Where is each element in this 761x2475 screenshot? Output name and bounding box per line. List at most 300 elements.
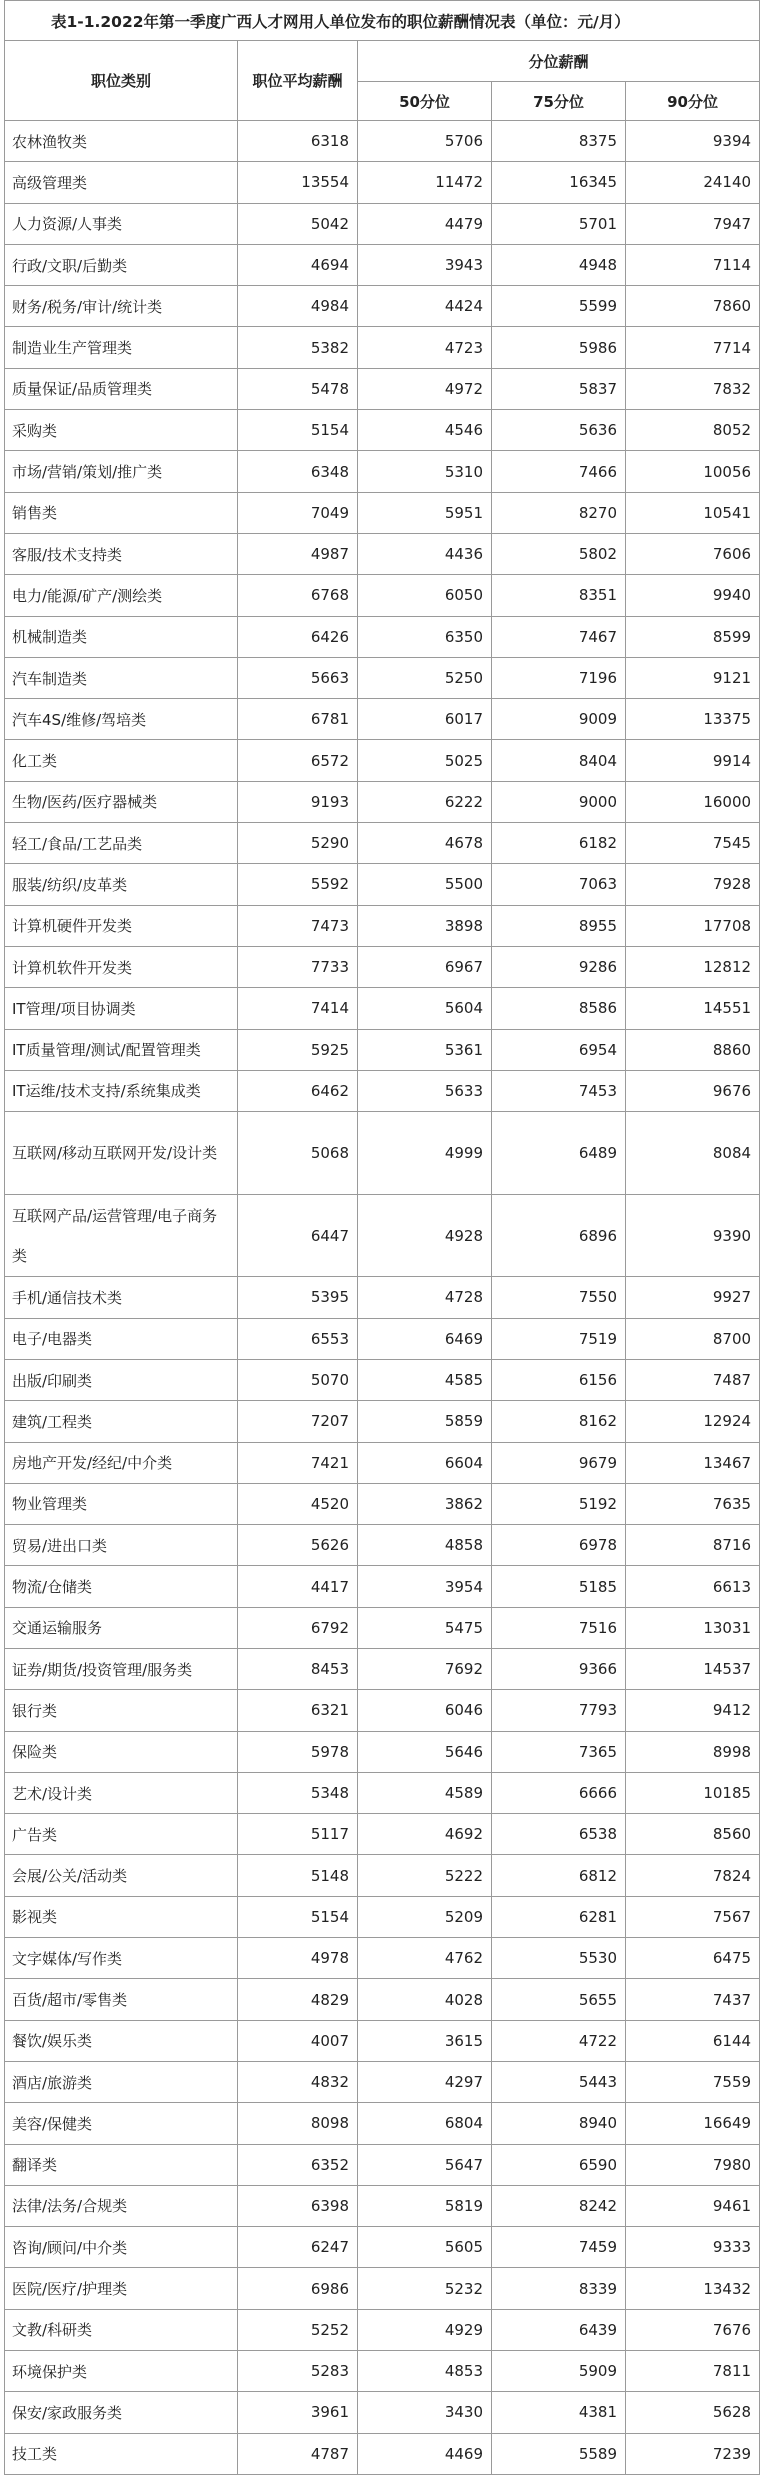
cell-p90: 9394 xyxy=(626,121,760,162)
cell-p90: 6144 xyxy=(626,2020,760,2061)
table-row xyxy=(5,1525,760,1566)
cell-p75: 9286 xyxy=(492,946,626,987)
cell-category: 计算机软件开发类 xyxy=(5,946,238,987)
cell-p75: 5443 xyxy=(492,2061,626,2102)
cell-category: 财务/税务/审计/统计类 xyxy=(5,286,238,327)
cell-p50: 6046 xyxy=(358,1690,492,1731)
cell-p75: 6281 xyxy=(492,1896,626,1937)
cell-p50: 3943 xyxy=(358,244,492,285)
cell-average: 8453 xyxy=(238,1648,358,1689)
cell-p50: 4436 xyxy=(358,533,492,574)
cell-category: 客服/技术支持类 xyxy=(5,533,238,574)
cell-average: 6321 xyxy=(238,1690,358,1731)
cell-p75: 9009 xyxy=(492,699,626,740)
table-row xyxy=(5,1772,760,1813)
cell-p90: 17708 xyxy=(626,905,760,946)
cell-category: IT运维/技术支持/系统集成类 xyxy=(5,1070,238,1111)
cell-p50: 6222 xyxy=(358,781,492,822)
cell-category: 人力资源/人事类 xyxy=(5,203,238,244)
table-row xyxy=(5,533,760,574)
cell-average: 13554 xyxy=(238,162,358,203)
header-average: 职位平均薪酬 xyxy=(238,41,358,121)
table-row xyxy=(5,1442,760,1483)
cell-p50: 5646 xyxy=(358,1731,492,1772)
cell-p75: 6812 xyxy=(492,1855,626,1896)
table-row xyxy=(5,1194,760,1277)
cell-average: 5925 xyxy=(238,1029,358,1070)
cell-p50: 7692 xyxy=(358,1648,492,1689)
table-row xyxy=(5,286,760,327)
cell-p90: 7980 xyxy=(626,2144,760,2185)
table-row xyxy=(5,1814,760,1855)
table-row xyxy=(5,1029,760,1070)
cell-average: 7414 xyxy=(238,988,358,1029)
cell-p75: 8270 xyxy=(492,492,626,533)
cell-p50: 6604 xyxy=(358,1442,492,1483)
cell-p50: 5633 xyxy=(358,1070,492,1111)
cell-p75: 6489 xyxy=(492,1112,626,1195)
table-row xyxy=(5,492,760,533)
cell-category: 会展/公关/活动类 xyxy=(5,1855,238,1896)
cell-average: 7733 xyxy=(238,946,358,987)
cell-p75: 5530 xyxy=(492,1938,626,1979)
cell-average: 6426 xyxy=(238,616,358,657)
cell-p50: 5706 xyxy=(358,121,492,162)
cell-p90: 7239 xyxy=(626,2433,760,2474)
cell-average: 5068 xyxy=(238,1112,358,1195)
cell-p50: 4585 xyxy=(358,1359,492,1400)
cell-p90: 24140 xyxy=(626,162,760,203)
cell-p75: 7519 xyxy=(492,1318,626,1359)
cell-category: 银行类 xyxy=(5,1690,238,1731)
cell-average: 3961 xyxy=(238,2392,358,2433)
cell-average: 4787 xyxy=(238,2433,358,2474)
table-row xyxy=(5,1112,760,1195)
cell-p75: 7196 xyxy=(492,657,626,698)
table-row xyxy=(5,740,760,781)
table-row xyxy=(5,2061,760,2102)
cell-p50: 6017 xyxy=(358,699,492,740)
cell-average: 5348 xyxy=(238,1772,358,1813)
cell-p50: 4479 xyxy=(358,203,492,244)
cell-category: 咨询/顾问/中介类 xyxy=(5,2227,238,2268)
cell-average: 6462 xyxy=(238,1070,358,1111)
table-row xyxy=(5,699,760,740)
cell-category: 制造业生产管理类 xyxy=(5,327,238,368)
cell-p90: 7567 xyxy=(626,1896,760,1937)
cell-p75: 5192 xyxy=(492,1483,626,1524)
cell-p90: 8700 xyxy=(626,1318,760,1359)
cell-p90: 10056 xyxy=(626,451,760,492)
cell-category: 餐饮/娱乐类 xyxy=(5,2020,238,2061)
cell-p75: 5589 xyxy=(492,2433,626,2474)
table-row xyxy=(5,616,760,657)
cell-category: 文教/科研类 xyxy=(5,2309,238,2350)
table-row xyxy=(5,1855,760,1896)
cell-p75: 5802 xyxy=(492,533,626,574)
cell-average: 5663 xyxy=(238,657,358,698)
table-row xyxy=(5,2144,760,2185)
cell-p50: 5819 xyxy=(358,2185,492,2226)
cell-p90: 7832 xyxy=(626,368,760,409)
table-row xyxy=(5,162,760,203)
cell-p90: 5628 xyxy=(626,2392,760,2433)
cell-category: 技工类 xyxy=(5,2433,238,2474)
table-row xyxy=(5,2103,760,2144)
cell-p75: 6439 xyxy=(492,2309,626,2350)
cell-category: 市场/营销/策划/推广类 xyxy=(5,451,238,492)
cell-average: 6348 xyxy=(238,451,358,492)
cell-p75: 16345 xyxy=(492,162,626,203)
cell-p90: 9121 xyxy=(626,657,760,698)
table-row xyxy=(5,1070,760,1111)
table-row xyxy=(5,410,760,451)
cell-p50: 3615 xyxy=(358,2020,492,2061)
cell-p50: 6350 xyxy=(358,616,492,657)
cell-p50: 4723 xyxy=(358,327,492,368)
cell-p50: 4297 xyxy=(358,2061,492,2102)
cell-p90: 9390 xyxy=(626,1194,760,1277)
cell-average: 6781 xyxy=(238,699,358,740)
cell-category: 汽车4S/维修/驾培类 xyxy=(5,699,238,740)
cell-p90: 7545 xyxy=(626,823,760,864)
table-row xyxy=(5,1401,760,1442)
cell-p50: 5605 xyxy=(358,2227,492,2268)
cell-p75: 7466 xyxy=(492,451,626,492)
cell-average: 4832 xyxy=(238,2061,358,2102)
cell-p75: 4722 xyxy=(492,2020,626,2061)
table-row xyxy=(5,1896,760,1937)
cell-category: 酒店/旅游类 xyxy=(5,2061,238,2102)
cell-p50: 4972 xyxy=(358,368,492,409)
cell-category: 医院/医疗/护理类 xyxy=(5,2268,238,2309)
cell-p75: 9366 xyxy=(492,1648,626,1689)
table-row xyxy=(5,864,760,905)
cell-average: 6986 xyxy=(238,2268,358,2309)
cell-category: 出版/印刷类 xyxy=(5,1359,238,1400)
cell-category: 环境保护类 xyxy=(5,2351,238,2392)
cell-average: 5978 xyxy=(238,1731,358,1772)
cell-p75: 8955 xyxy=(492,905,626,946)
cell-p90: 13467 xyxy=(626,1442,760,1483)
table-row xyxy=(5,575,760,616)
cell-p75: 5837 xyxy=(492,368,626,409)
cell-p75: 7459 xyxy=(492,2227,626,2268)
cell-p75: 6156 xyxy=(492,1359,626,1400)
cell-average: 5252 xyxy=(238,2309,358,2350)
table-row xyxy=(5,121,760,162)
cell-p90: 13432 xyxy=(626,2268,760,2309)
cell-category: 轻工/食品/工艺品类 xyxy=(5,823,238,864)
cell-p90: 8084 xyxy=(626,1112,760,1195)
cell-p90: 8860 xyxy=(626,1029,760,1070)
cell-p90: 7676 xyxy=(626,2309,760,2350)
header-percentile-group: 分位薪酬 xyxy=(358,41,760,82)
cell-p50: 5232 xyxy=(358,2268,492,2309)
cell-average: 6553 xyxy=(238,1318,358,1359)
table-row xyxy=(5,2020,760,2061)
table-row xyxy=(5,1938,760,1979)
cell-p75: 6896 xyxy=(492,1194,626,1277)
cell-p90: 8716 xyxy=(626,1525,760,1566)
cell-p90: 8052 xyxy=(626,410,760,451)
cell-average: 6318 xyxy=(238,121,358,162)
cell-p90: 6613 xyxy=(626,1566,760,1607)
cell-p50: 4762 xyxy=(358,1938,492,1979)
cell-p75: 8586 xyxy=(492,988,626,1029)
cell-p75: 7467 xyxy=(492,616,626,657)
cell-p50: 6469 xyxy=(358,1318,492,1359)
cell-p50: 3430 xyxy=(358,2392,492,2433)
table-row xyxy=(5,1566,760,1607)
cell-p50: 6050 xyxy=(358,575,492,616)
cell-average: 5154 xyxy=(238,1896,358,1937)
cell-p75: 7793 xyxy=(492,1690,626,1731)
cell-p75: 8351 xyxy=(492,575,626,616)
cell-average: 4694 xyxy=(238,244,358,285)
table-row xyxy=(5,988,760,1029)
cell-category: 法律/法务/合规类 xyxy=(5,2185,238,2226)
cell-category: 质量保证/品质管理类 xyxy=(5,368,238,409)
cell-p75: 8940 xyxy=(492,2103,626,2144)
cell-p75: 8404 xyxy=(492,740,626,781)
cell-category: 生物/医药/医疗器械类 xyxy=(5,781,238,822)
cell-p90: 7487 xyxy=(626,1359,760,1400)
table-row xyxy=(5,1483,760,1524)
cell-p90: 12924 xyxy=(626,1401,760,1442)
cell-p75: 7453 xyxy=(492,1070,626,1111)
cell-p50: 5859 xyxy=(358,1401,492,1442)
cell-average: 7473 xyxy=(238,905,358,946)
cell-p50: 5209 xyxy=(358,1896,492,1937)
cell-average: 6398 xyxy=(238,2185,358,2226)
cell-category: 采购类 xyxy=(5,410,238,451)
cell-p75: 6954 xyxy=(492,1029,626,1070)
cell-p50: 5951 xyxy=(358,492,492,533)
cell-p50: 4589 xyxy=(358,1772,492,1813)
cell-p75: 9000 xyxy=(492,781,626,822)
cell-p90: 9927 xyxy=(626,1277,760,1318)
cell-p50: 4424 xyxy=(358,286,492,327)
table-row xyxy=(5,2227,760,2268)
cell-p50: 3898 xyxy=(358,905,492,946)
cell-p90: 9461 xyxy=(626,2185,760,2226)
cell-p90: 10541 xyxy=(626,492,760,533)
cell-p90: 9333 xyxy=(626,2227,760,2268)
cell-p90: 7114 xyxy=(626,244,760,285)
cell-average: 6352 xyxy=(238,2144,358,2185)
table-row xyxy=(5,1648,760,1689)
cell-p50: 4678 xyxy=(358,823,492,864)
cell-p75: 8242 xyxy=(492,2185,626,2226)
table-row xyxy=(5,1690,760,1731)
table-row xyxy=(5,1607,760,1648)
cell-p75: 4381 xyxy=(492,2392,626,2433)
cell-p75: 7063 xyxy=(492,864,626,905)
header-p75: 75分位 xyxy=(492,82,626,121)
cell-p50: 4028 xyxy=(358,1979,492,2020)
cell-average: 9193 xyxy=(238,781,358,822)
cell-p75: 4948 xyxy=(492,244,626,285)
cell-p50: 4469 xyxy=(358,2433,492,2474)
cell-p90: 7559 xyxy=(626,2061,760,2102)
header-p50: 50分位 xyxy=(358,82,492,121)
table-row xyxy=(5,1277,760,1318)
cell-average: 4978 xyxy=(238,1938,358,1979)
table-row xyxy=(5,368,760,409)
cell-p50: 5310 xyxy=(358,451,492,492)
cell-category: 美容/保健类 xyxy=(5,2103,238,2144)
cell-p50: 11472 xyxy=(358,162,492,203)
cell-category: 百货/超市/零售类 xyxy=(5,1979,238,2020)
cell-p75: 5986 xyxy=(492,327,626,368)
cell-p50: 4728 xyxy=(358,1277,492,1318)
cell-p50: 5475 xyxy=(358,1607,492,1648)
cell-category: 交通运输服务 xyxy=(5,1607,238,1648)
cell-category: 手机/通信技术类 xyxy=(5,1277,238,1318)
cell-category: 汽车制造类 xyxy=(5,657,238,698)
table-row xyxy=(5,1359,760,1400)
cell-p50: 4546 xyxy=(358,410,492,451)
cell-category: 保险类 xyxy=(5,1731,238,1772)
table-row xyxy=(5,946,760,987)
cell-category: 物流/仓储类 xyxy=(5,1566,238,1607)
cell-average: 6792 xyxy=(238,1607,358,1648)
cell-p90: 9914 xyxy=(626,740,760,781)
cell-p75: 9679 xyxy=(492,1442,626,1483)
cell-average: 6572 xyxy=(238,740,358,781)
cell-average: 5154 xyxy=(238,410,358,451)
cell-category: 艺术/设计类 xyxy=(5,1772,238,1813)
cell-p75: 8375 xyxy=(492,121,626,162)
table-row xyxy=(5,451,760,492)
table-row xyxy=(5,2309,760,2350)
cell-p50: 5222 xyxy=(358,1855,492,1896)
cell-p90: 7635 xyxy=(626,1483,760,1524)
table-row xyxy=(5,823,760,864)
cell-average: 4520 xyxy=(238,1483,358,1524)
cell-category: IT质量管理/测试/配置管理类 xyxy=(5,1029,238,1070)
cell-average: 7421 xyxy=(238,1442,358,1483)
cell-category: 服装/纺织/皮革类 xyxy=(5,864,238,905)
cell-category: 物业管理类 xyxy=(5,1483,238,1524)
cell-p50: 5604 xyxy=(358,988,492,1029)
table-row xyxy=(5,781,760,822)
table-row xyxy=(5,1731,760,1772)
table-row xyxy=(5,2392,760,2433)
cell-average: 5382 xyxy=(238,327,358,368)
cell-average: 5148 xyxy=(238,1855,358,1896)
cell-average: 4417 xyxy=(238,1566,358,1607)
table-row xyxy=(5,2351,760,2392)
table-row xyxy=(5,905,760,946)
cell-p50: 4692 xyxy=(358,1814,492,1855)
cell-p90: 14551 xyxy=(626,988,760,1029)
cell-p50: 5500 xyxy=(358,864,492,905)
cell-p90: 8599 xyxy=(626,616,760,657)
cell-p75: 5599 xyxy=(492,286,626,327)
cell-average: 5042 xyxy=(238,203,358,244)
cell-p90: 9412 xyxy=(626,1690,760,1731)
cell-average: 5290 xyxy=(238,823,358,864)
cell-p50: 4999 xyxy=(358,1112,492,1195)
cell-average: 6247 xyxy=(238,2227,358,2268)
cell-category: 翻译类 xyxy=(5,2144,238,2185)
table-row xyxy=(5,1318,760,1359)
table-row xyxy=(5,1979,760,2020)
cell-p50: 5647 xyxy=(358,2144,492,2185)
salary-table xyxy=(4,0,760,2475)
cell-p75: 5701 xyxy=(492,203,626,244)
cell-p90: 7947 xyxy=(626,203,760,244)
cell-average: 4987 xyxy=(238,533,358,574)
cell-category: 房地产开发/经纪/中介类 xyxy=(5,1442,238,1483)
cell-p90: 13375 xyxy=(626,699,760,740)
cell-p75: 6538 xyxy=(492,1814,626,1855)
cell-average: 5626 xyxy=(238,1525,358,1566)
cell-p50: 5025 xyxy=(358,740,492,781)
cell-average: 5117 xyxy=(238,1814,358,1855)
cell-p75: 7516 xyxy=(492,1607,626,1648)
cell-p90: 16649 xyxy=(626,2103,760,2144)
cell-p90: 14537 xyxy=(626,1648,760,1689)
cell-p90: 7714 xyxy=(626,327,760,368)
cell-p90: 9676 xyxy=(626,1070,760,1111)
cell-category: 建筑/工程类 xyxy=(5,1401,238,1442)
cell-p50: 3862 xyxy=(358,1483,492,1524)
cell-p75: 6978 xyxy=(492,1525,626,1566)
cell-category: 机械制造类 xyxy=(5,616,238,657)
cell-category: 广告类 xyxy=(5,1814,238,1855)
cell-category: 影视类 xyxy=(5,1896,238,1937)
cell-p75: 6182 xyxy=(492,823,626,864)
cell-p90: 7928 xyxy=(626,864,760,905)
cell-p75: 7550 xyxy=(492,1277,626,1318)
cell-average: 6768 xyxy=(238,575,358,616)
cell-p50: 4928 xyxy=(358,1194,492,1277)
cell-p75: 8339 xyxy=(492,2268,626,2309)
cell-p90: 7606 xyxy=(626,533,760,574)
cell-p90: 12812 xyxy=(626,946,760,987)
cell-p90: 8998 xyxy=(626,1731,760,1772)
cell-average: 5592 xyxy=(238,864,358,905)
cell-p50: 5361 xyxy=(358,1029,492,1070)
cell-p50: 6804 xyxy=(358,2103,492,2144)
cell-p90: 9940 xyxy=(626,575,760,616)
cell-p50: 5250 xyxy=(358,657,492,698)
cell-p50: 4929 xyxy=(358,2309,492,2350)
table-body xyxy=(5,121,760,2475)
header-p90: 90分位 xyxy=(626,82,760,121)
table-row xyxy=(5,327,760,368)
table-row xyxy=(5,244,760,285)
cell-p90: 16000 xyxy=(626,781,760,822)
cell-p90: 10185 xyxy=(626,1772,760,1813)
cell-category: 行政/文职/后勤类 xyxy=(5,244,238,285)
cell-category: 农林渔牧类 xyxy=(5,121,238,162)
cell-p50: 4858 xyxy=(358,1525,492,1566)
table-row xyxy=(5,2268,760,2309)
cell-p90: 6475 xyxy=(626,1938,760,1979)
table-row xyxy=(5,657,760,698)
cell-category: 互联网/移动互联网开发/设计类 xyxy=(5,1112,238,1195)
table-title: 表1-1.2022年第一季度广西人才网用人单位发布的职位薪酬情况表（单位：元/月） xyxy=(5,1,760,41)
cell-category: 互联网产品/运营管理/电子商务类 xyxy=(5,1194,238,1277)
cell-average: 4007 xyxy=(238,2020,358,2061)
cell-average: 4984 xyxy=(238,286,358,327)
cell-p90: 7437 xyxy=(626,1979,760,2020)
cell-p90: 7860 xyxy=(626,286,760,327)
